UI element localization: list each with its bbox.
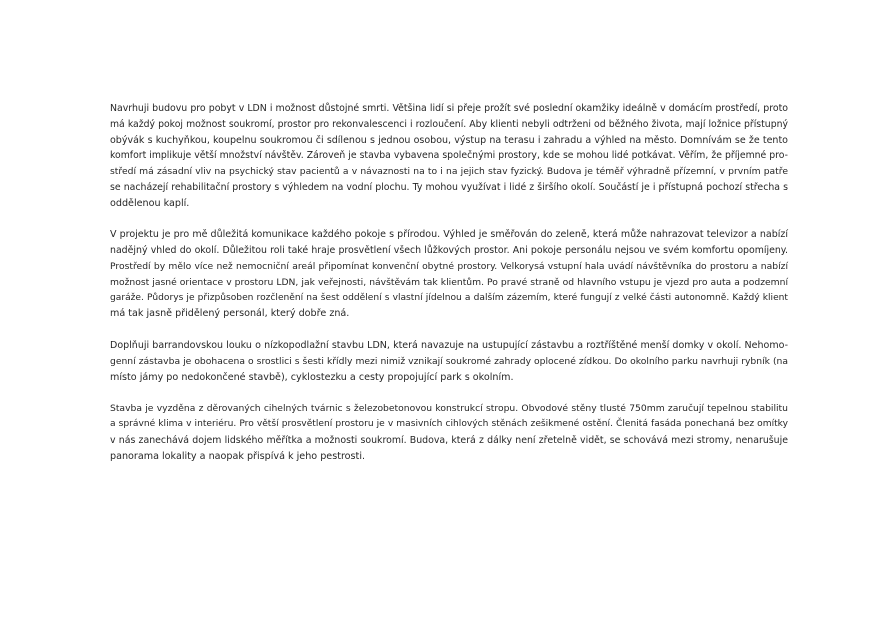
text-line: středí má zásadní vliv na psychický stav pacientů a v návaznosti na to i na jejich stav fyzický. Budova je téměř výhradně přízemní, v prvním patře <box>110 166 788 178</box>
paragraph-4 <box>110 401 788 464</box>
text-line: komfort implikuje větší množství návštěv. Zároveň je stavba vybavena společnými prostory, kde se mohou lidé potkávat. Věřím, že příjemné pro- <box>110 150 788 162</box>
text-line: možnost jasné orientace v prostoru LDN, jak veřejnosti, návštěvám tak klientům. Po pravé straně od hlavního vstupu je vjezd pro auta a podzemní <box>110 276 788 288</box>
text-line: má tak jasně přidělený personál, který dobře zná. <box>110 308 350 320</box>
text-line: v nás zanechává dojem lidského měřítka a možnosti soukromí. Budova, která z dálky není zřetelně vidět, se schovává mezi stromy, nenarušuje <box>110 434 788 446</box>
text-line: Doplňuji barrandovskou louku o nízkopodlažní stavbu LDN, která navazuje na ustupující zástavbu a roztříštěné menší domky v okolí. Nehomo- <box>110 339 788 351</box>
text-line: genní zástavba je obohacena o srostlici s šesti křídly mezi nimiž vznikají soukromé zahrady oplocené zídkou. Do okolního parku navrhuji rybník (na <box>110 355 788 367</box>
text-line: panorama lokality a naopak přispívá k jeho pestrosti. <box>110 450 366 462</box>
paragraph-3 <box>110 338 788 385</box>
text-line: místo jámy po nedokončené stavbě), cyklostezku a cesty propojující park s okolním. <box>110 371 514 383</box>
body-text <box>110 101 788 464</box>
paragraph-2 <box>110 227 788 322</box>
text-line: má každý pokoj možnost soukromí, prostor pro rekonvalescenci i rozloučení. Aby klienti nebyli odtrženi od běžného života, mají ložnice přístupný <box>110 118 788 130</box>
text-line: obývák s kuchyňkou, koupelnu soukromou či sdílenou s jednou osobou, výstup na terasu i zahradu a výhled na město. Domnívám se že tento <box>110 134 788 146</box>
text-line: Navrhuji budovu pro pobyt v LDN i možnost důstojné smrti. Většina lidí si přeje prožít své poslední okamžiky ideálně v domácím prostředí, proto <box>110 103 788 114</box>
text-line: nadějný vhled do okolí. Důležitou roli také hraje prosvětlení všech lůžkových prostor. Ani pokoje personálu nejsou ve svém komfortu opomíjeny. <box>110 245 788 257</box>
text-line: Prostředí by mělo více než nemocniční areál připomínat konvenční obytné prostory. Velkorysá vstupní hala uvádí návštěvníka do prostoru a nabízí <box>110 260 788 272</box>
paragraph-1 <box>110 101 788 212</box>
text-line: a správné klima v interiéru. Pro větší prosvětlení prostoru je v masivních cihlových stěnách zešikmené ostění. Členitá fasáda ponechaná bez omítky <box>110 418 788 429</box>
text-line: oddělenou kaplí. <box>110 197 190 209</box>
text-line: V projektu je pro mě důležitá komunikace každého pokoje s přírodou. Výhled je směřován do zeleně, která může nahrazovat televizor a nabízí <box>110 229 788 241</box>
text-line: Stavba je vyzděna z děrovaných cihelných tvárnic s železobetonovou konstrukcí stropu. Obvodové stěny tlusté 750mm zaručují tepelnou stabilitu <box>110 403 788 415</box>
text-line: se nacházejí rehabilitační prostory s výhledem na vodní plochu. Ty mohou využívat i lidé z širšího okolí. Součástí je i přístupná pochozí střecha s <box>110 181 788 193</box>
text-line: garáže. Půdorys je přizpůsoben rozčlenění na šest oddělení s vlastní jídelnou a dalším zázemím, které fungují z velké části autonomně. Každý klient <box>110 292 788 303</box>
